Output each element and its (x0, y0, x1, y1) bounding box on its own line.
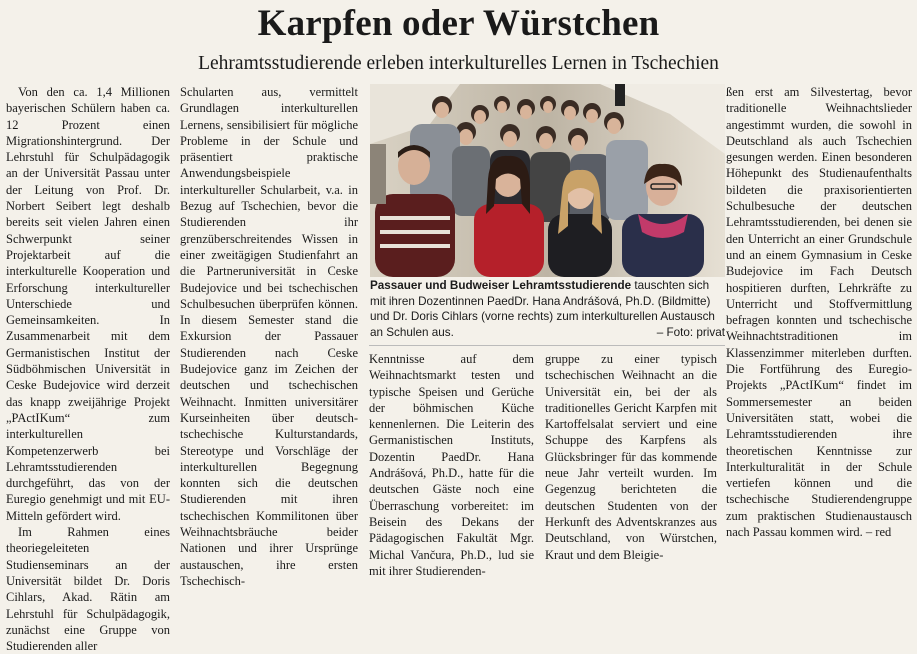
article-column-1 (6, 84, 170, 654)
paragraph: ßen erst am Silvestertag, bevor traditionelle Weihnachtslieder angestimmt wurden, die sowohl in Deutschland als auch Tschechien gesungen werden. Einen besonderen Höhepunkt des Studienaufenthalts bildeten die praxisorientierten Schulbesuche der deutschen Lehramtsstudierenden, bei denen sie den Unterricht an einer Grundschule und an einem Gymnasium in Ceske Budejovice im Fach Deutsch hospitieren durften, Lehrkräfte zu Unterricht und Stoffvermittlung befragen konnten und tschechische Weihnachtstraditionen im Klassenzimmer miterleben durften. Die Fortführung des Euregio-Projekts „PActIKum“ findet im Sommersemester an beiden Universitäten statt, wobei die Lehramtsstudierenden ihre theoretischen Kenntnisse zur Interkulturalität in der Schule vertiefen können und die tschechische Studierendengruppe zum praktischen Studienaustausch nach Passau kommen wird. – red (726, 85, 912, 540)
subheadline: Lehramtsstudierende erleben interkulturelles Lernen in Tschechien (198, 53, 719, 74)
article-column-2 (180, 84, 358, 588)
paragraph: Kenntnisse auf dem Weihnachtsmarkt testen und typische Speisen und Gerüche der böhmischen Küche kennenlernen. Die Leiterin des Germanistischen Instituts, Dozentin PaedDr. Hana Andrášová, Ph.D., hatte für die deutschen Gäste noch eine Überraschung vorbereitet: im Beisein des Dekans der Pädagogischen Fakultät Mgr. Michal Vančura, Ph.D., lud sie mit ihrer Studierenden- (369, 352, 534, 578)
article-column-5 (726, 84, 912, 564)
caption-text: tauschten sich mit ihren Dozentinnen PaedDr. Hana Andrášová, Ph.D. (Bildmitte) und Dr. Doris Cihlars (vorne rechts) zum interkulturellen Austausch an Schulen aus. (370, 279, 715, 339)
photo-credit: – Foto: privat (656, 325, 725, 339)
caption-bold: Passauer und Budweiser Lehramtsstudierende (370, 279, 632, 292)
headline: Karpfen oder Würstchen (257, 3, 660, 44)
paragraph: gruppe zu einer typisch tschechischen Weihnacht an die Universität ein, bei der als traditionelles Gericht Karpfen mit Kartoffelsalat serviert und eine Schuppe des Karpfens als Glücksbringer für das kommende neue Jahr verteilt wurden. Im Gegenzug berichteten die deutschen Studenten von der Herkunft des Adventskranzes aus Deutschland, von Würstchen, Kraut und dem Bleigie- (545, 352, 717, 562)
article-column-3 (369, 351, 534, 578)
paragraph: Im Rahmen eines theoriegeleiteten Studienseminars an der Universität bildet Dr. Doris Cihlars, Akad. Rätin am Lehrstuhl für Schulpädagogik, zunächst eine Gruppe von Studierenden aller (6, 525, 170, 654)
article-column-4 (545, 351, 717, 564)
group-photo (370, 84, 725, 277)
caption-divider (369, 345, 725, 346)
paragraph: Schularten aus, vermittelt Grundlagen interkulturellen Lernens, sensibilisiert für mögliche Probleme in der Schule und präsentiert praktische Anwendungsbeispiele interkultureller Schularbeit, v.a. in Bezug auf Tschechien, bevor die Studierenden ihr grenzüberschreitendes Wissen in einer zweitägigen Studienfahrt an die Partneruniversität in Ceske Budejovice und bei tschechischen Schulbesuchen überprüfen können. In diesem Semester stand die Exkursion der Passauer Studierenden nach Ceske Budejovice ganz im Zeichen der deutschen und tschechischen Weihnacht. Inmitten universitärer Kurseinheiten über deutsch-tschechische Kulturstandards, Stereotype und Vorschläge der interkulturellen Begegnung konnten sich die deutschen Studierenden mit ihren tschechischen Kommilitonen über Weihnachtsbräuche beider Nationen und ihrer Ursprünge austauschen, ihre ersten Tschechisch- (180, 85, 358, 588)
paragraph: Von den ca. 1,4 Millionen bayerischen Schülern haben ca. 12 Prozent einen Migrationshintergrund. Der Lehrstuhl für Schulpädagogik an der Universität Passau unter der Leitung von Prof. Dr. Norbert Seibert legt deshalb bereits seit vielen Jahren einen Schwerpunkt seiner Projektarbeit auf die interkulturelle Kooperation und Erforschung interkultureller Unterschiede und Gemeinsamkeiten. In Zusammenarbeit mit dem Germanistischen Institut der Südböhmischen Universität in Ceske Budejovice wird derzeit das knapp zweijährige Projekt „PActIKum“ zum interkulturellen Kompetenzerwerb bei Lehramtsstudierenden durchgeführt, das von der Euregio genehmigt und mit EU-Mitteln gefördert wird. (6, 85, 170, 523)
photo-caption (370, 278, 725, 342)
